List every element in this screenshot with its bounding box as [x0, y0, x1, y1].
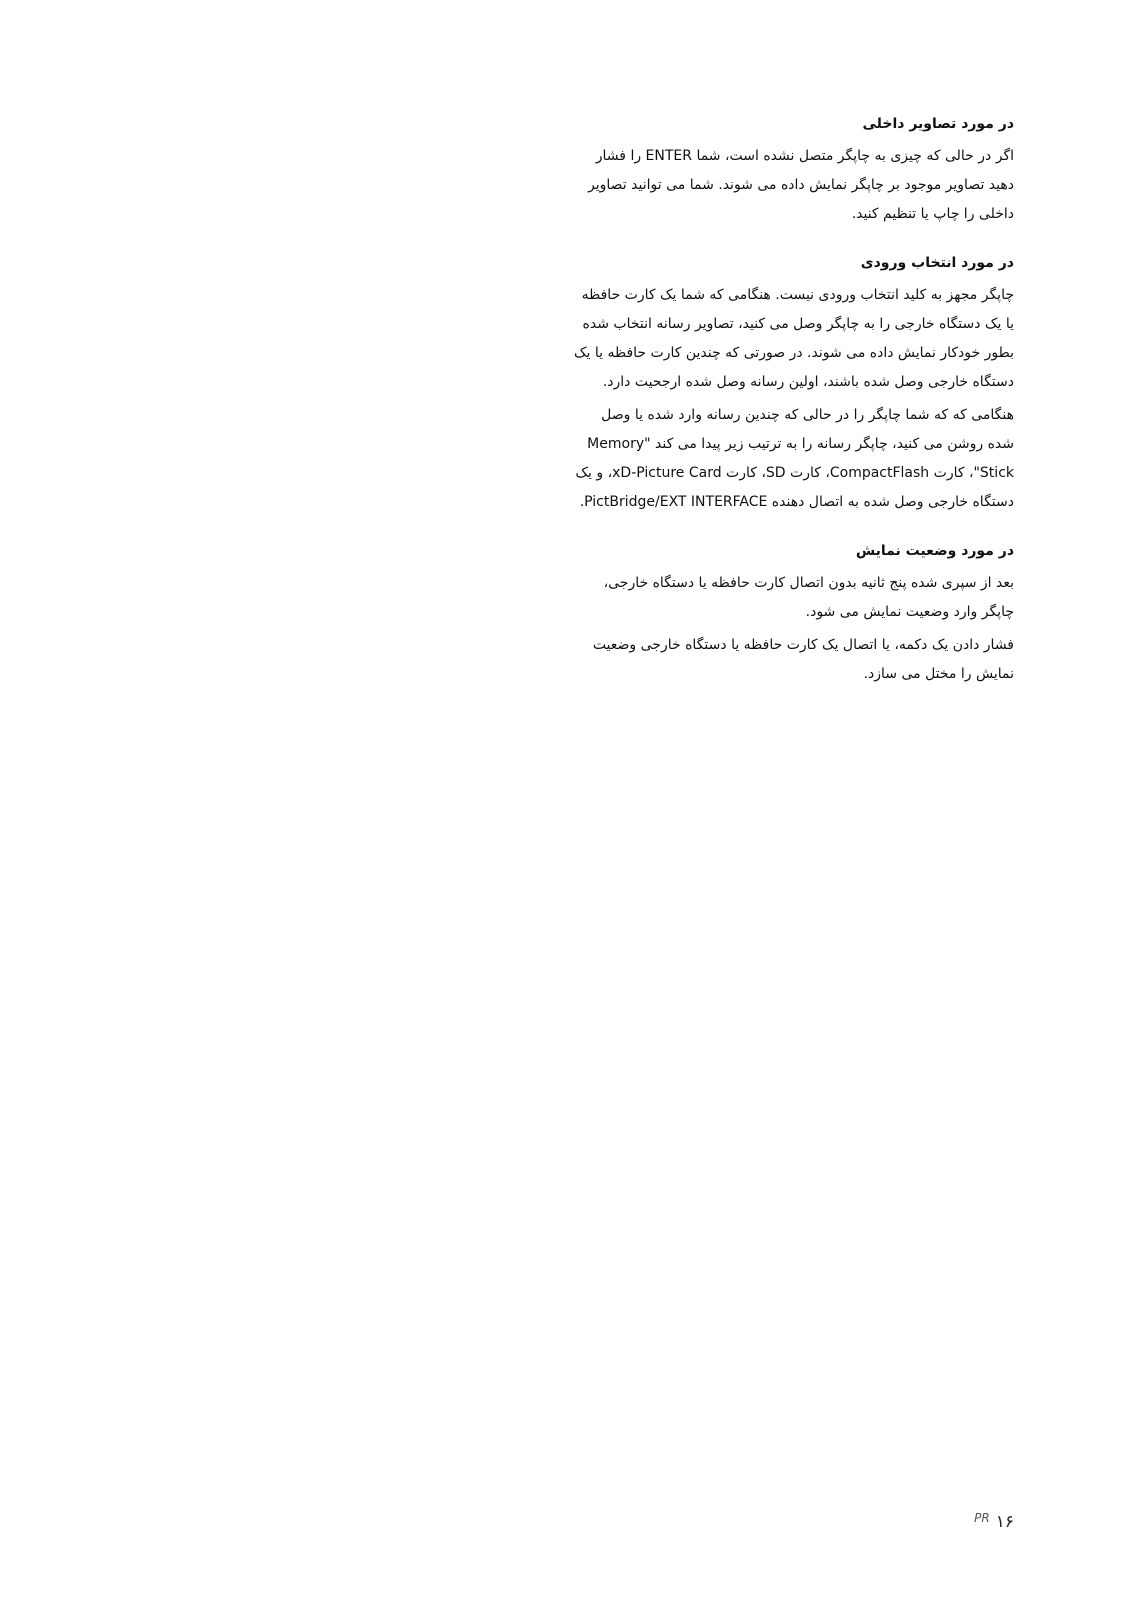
section-input-selection [574, 251, 1014, 517]
section-paragraph: فشار دادن یک دکمه، یا اتصال یک کارت حافظه یا دستگاه خارجی وضعیت نمایش را مختل می سازد. [592, 637, 1014, 682]
section-paragraph: اگر در حالی که چیزی به چاپگر متصل نشده است، شما ENTER را فشار دهید تصاویر موجود بر چاپگر نمایش داده می شوند. شما می توانید تصاویر داخلی را چاپ یا تنظیم کنید. [588, 148, 1014, 222]
section-heading: در مورد تصاویر داخلی [862, 116, 1014, 132]
page-footer [974, 1512, 1014, 1532]
page-number: ۱۶ [995, 1512, 1014, 1532]
section-paragraph: بعد از سپری شده پنج ثانیه بدون اتصال کارت حافظه یا دستگاه خارجی، چاپگر وارد وضعیت نمایش می شود. [603, 575, 1014, 620]
section-display-mode [574, 539, 1014, 689]
language-code: PR [974, 1511, 990, 1525]
section-paragraph: چاپگر مجهز به کلید انتخاب ورودی نیست. هنگامی که شما یک کارت حافظه یا یک دستگاه خارجی را به چاپگر وصل می کنید، تصاویر رسانه انتخاب شده بطور خودکار نمایش داده می شوند. در صورتی که چندین کارت حافظه یا یک دستگاه خارجی وصل شده باشند، اولین رسانه وصل شده ارجحیت دارد. [573, 287, 1014, 390]
section-paragraph: هنگامی که که شما چاپگر را در حالی که چندین رسانه وارد شده یا وصل شده روشن می کنید، چاپگر رسانه را به ترتیب زیر پیدا می کند "Memory Stick"، کارت CompactFlash، کارت SD، کارت xD-Picture Card، و یک دستگاه خارجی وصل شده به اتصال دهنده PictBridge/EXT INTERFACE. [575, 407, 1014, 510]
section-internal-images [574, 112, 1014, 229]
page-content [574, 112, 1014, 711]
section-heading: در مورد انتخاب ورودی [860, 255, 1014, 271]
section-heading: در مورد وضعیت نمایش [855, 543, 1014, 559]
